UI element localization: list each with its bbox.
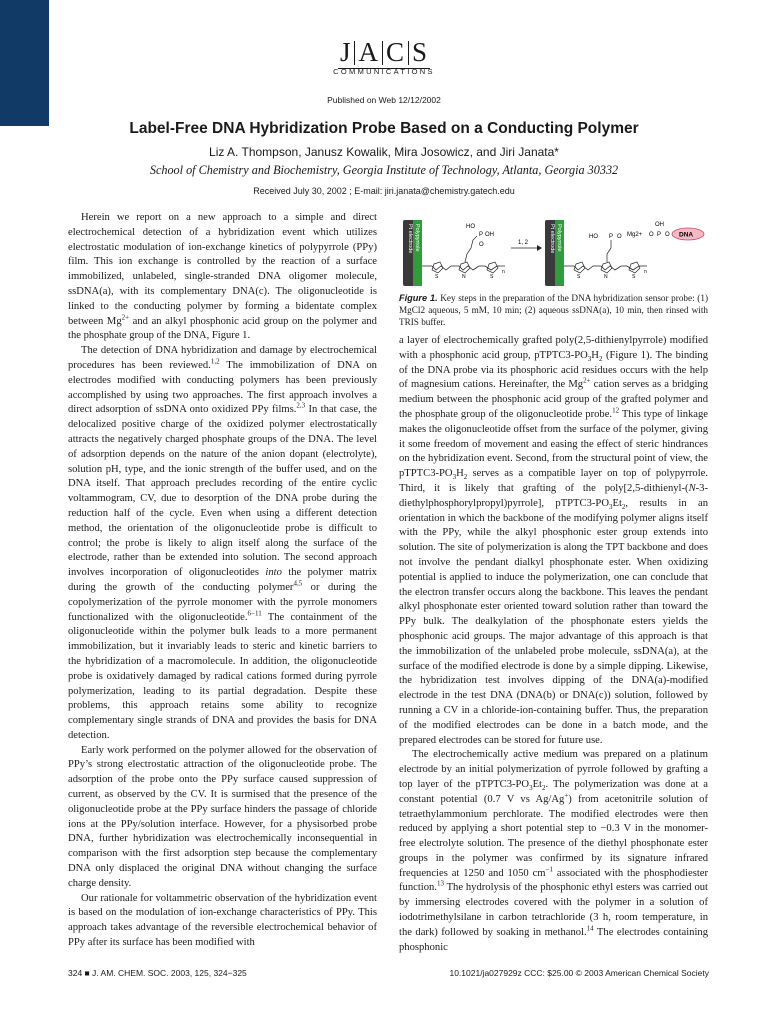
- svg-text:O: O: [665, 232, 670, 238]
- electrode-label: Pt electrode: [407, 224, 413, 254]
- svg-text:Polypyrrole: Polypyrrole: [556, 224, 562, 252]
- svg-text:n: n: [502, 269, 505, 275]
- svg-text:S: S: [435, 274, 439, 280]
- paragraph: Our rationale for voltammetric observation of the hybridization event is based on the modulation of ion-exchange characteristics of PPy. This approach takes advantage of the reversible electrochemical behavior of PPy after its surface has been modified with: [68, 892, 377, 949]
- svg-text:O: O: [617, 234, 622, 240]
- paragraph: Herein we report on a new approach to a simple and direct electrochemical detection of a hybridization event which utilizes electrostatic modulation of ion-exchange kinetics of polypyrrole (PPy) film. This ion exchange is controlled by the reaction of a surface immobilized, unlabeled, single-stranded DNA oligomer molecule, ssDNA(a), with its complementary DNA(c). The oligonucleotide is linked to the conducting polymer by forming a bidentate complex between $Mg^{2+}$ and an alkyl phosphonic acid group on the polymer and the phosphate group of the DNA, Figure 1.: [68, 212, 377, 342]
- polymer-label: Polypyrrole: [414, 224, 420, 252]
- svg-text:HO: HO: [589, 234, 598, 240]
- ho-label: HO: [466, 224, 475, 230]
- svg-text:P: P: [609, 234, 614, 240]
- svg-text:O: O: [649, 232, 654, 238]
- arrow-label: 1, 2: [518, 240, 529, 246]
- oh-label: OH: [485, 232, 494, 238]
- paragraph: The electrochemically active medium was prepared on a platinum electrode by an initial polymerization of pyrrole followed by grafting a top layer of the $pTPTC3-PO_3Et_2$. The polymerization was done at a constant potential (0.7 V vs Ag/Ag+) from acetonitrile solution of tetraethylammonium perchlorate. The modified electrodes were then reduced by applying a short potential step to −0.3 V in the monomer-free electrolyte solution. The presence of the diethyl phosphonate ester groups in the polymer was confirmed by its signature infrared frequencies at 1250 and 1050 $cm^{-1}$ associated with the phosphodiester function.$^{13}$ The hydrolysis of the phosphonic ethyl esters was carried out by immersing electrodes covered with the polymer in a solution of iodotrimethylsilane in carbon tetrachloride (3 h, room temperature, in the dark) followed by soaking in methanol.$^{14}$ The electrodes containing phosphonic: [399, 749, 709, 953]
- left-column: [68, 211, 377, 951]
- journal-logo: J A C S COMMUNICATIONS: [0, 37, 768, 76]
- svg-text:S: S: [490, 274, 494, 280]
- article-affiliation: School of Chemistry and Biochemistry, Georgia Institute of Technology, Atlanta, Georgia 30332: [149, 163, 619, 177]
- dna-label: DNA: [679, 231, 694, 239]
- footer-citation: 324 ■ J. AM. CHEM. SOC. 2003, 125, 324−325: [68, 968, 247, 978]
- figure-1-scheme: [399, 218, 710, 290]
- right-column: [399, 334, 708, 955]
- figure-caption-text: Key steps in the preparation of the DNA hybridization sensor probe: (1) MgCl2 aqueous, 5 mM, 10 min; (2) aqueous ssDNA(a), 10 min, then rinsed with TRIS buffer.: [399, 293, 709, 327]
- figure-label: Figure 1.: [399, 293, 438, 303]
- svg-text:P: P: [479, 232, 484, 238]
- figure-caption: [399, 293, 708, 328]
- svg-text:N: N: [462, 274, 466, 280]
- svg-text:Pt electrode: Pt electrode: [549, 224, 555, 254]
- paragraph: The detection of DNA hybridization and damage by electrochemical procedures has been reviewed.$^{1,2}$ The immobilization of DNA on electrodes modified with conducting polymers has been previously accomplished by using two approaches. The first approach involves a direct adsorption of ssDNA onto oxidized PPy films.$^{2,3}$ In that case, the delocalized positive charge of the oxidized polymer electrostatically attracts the negatively charged phosphate groups of the DNA. The level of adsorption depends on the nature of the anion dopant (electrolyte), solution pH, type, and the ionic strength of the buffer used, and on the DNA itself. That approach precludes recording of the entire cyclic voltammogram, CV, due to desorption of the DNA probe during the reduction half of the cycle. Even when using a different detection method, the orientation of the oligonucleotide probe is difficult to control; the probe is likely to align itself along the surface of the electrode, rather than be extended into solution. The second approach involves incorporation of oligonucleotides into the polymer matrix during the growth of the conducting polymer$^{4,5}$ or during the copolymerization of the pyrrole monomer with the pyrrole monomers functionalized with the oligonucleotide.$^{6-11}$ The containment of the oligonucleotide within the polymer bulk leads to a more permanent immobilization, but it invariably leads to steric and kinetic barriers to the hybridization of a macromolecule. In addition, the oligonucleotide probe is oxidatively damaged by radical cations formed during pyrrole polymerization, leading to its partial degradation. Despite these problems, this approach retains some ability to recognize complementary single strands of DNA and provides the basis for DNA detection.: [68, 345, 378, 741]
- svg-text:O: O: [479, 242, 484, 248]
- svg-text:N: N: [604, 274, 608, 280]
- svg-text:P: P: [657, 232, 662, 238]
- svg-text:S: S: [632, 274, 636, 280]
- publication-date: Published on Web 12/12/2002: [327, 95, 441, 105]
- paragraph: Early work performed on the polymer allowed for the observation of PPy’s strong electrostatic attraction of the oligonucleotide probe. The adsorption of the probe onto the PPy surface caused suppression of current, as observed by the CV. It is surmised that the presence of the oligonucleotide probe at the PPy surface hinders the passage of chloride ions at the PPy/solution interface. However, for a physisorbed probe DNA, further hybridization was electrochemically inconsequential in comparison with the first adsorption step because the complementary DNA only displaced the original DNA without changing the surface charge density.: [68, 744, 377, 889]
- article-authors: Liz A. Thompson, Janusz Kowalik, Mira Josowicz, and Jiri Janata*: [209, 145, 559, 159]
- svg-text:S: S: [577, 274, 581, 280]
- received-line: Received July 30, 2002 ; E-mail: jiri.janata@chemistry.gatech.edu: [253, 186, 515, 196]
- magnesium-label: Mg2+: [627, 232, 643, 238]
- footer-doi: 10.1021/ja027929z CCC: $25.00 © 2003 American Chemical Society: [449, 968, 709, 978]
- journal-subtitle: COMMUNICATIONS: [333, 67, 435, 76]
- svg-text:n: n: [644, 269, 647, 275]
- paragraph: a layer of electrochemically grafted poly(2,5-dithienylpyrrole) modified with a phosphonic acid group, $pTPTC3-PO_3H_2$ (Figure 1). The binding of the DNA probe via its phosphoric acid residues occurs with the help of magnesium cations. Hereinafter, the $Mg^{2+}$ cation serves as a bridging medium between the phosphonic acid group of the grafted polymer and the phosphate group of the oligonucleotide probe.$^{12}$ This type of linkage makes the oligonucleotide offset from the surface of the polymer, giving it some freedom of movement and easing the effect of steric hindrances on the hybridization event. Second, from the structural point of view, the $pTPTC3-PO_3H_2$ serves as a compatible layer on top of polypyrrole. Third, it is likely that grafting of the poly[2,5-dithienyl-(N-3-diethylphosphorylpropyl)pyrrole], $pTPTC3-PO_3Et_2$, results in an orientation in which the backbone of the modifying polymer aligns itself with the PPy, while the alkyl phosphonic ester group extends into solution. The site of polymerization is along the TPT backbone and does not involve the pendant dialkyl phosphonate ester. When oxidizing potential is applied to induce the polymerization, one can conclude that the electron transfer occurs along the backbone. This leaves the pendant alkyl phosphonate ester oriented toward solution rather than toward the PPy bulk. The dealkylation of the phosphonate esters yields the phosphonic acid groups. The major advantage of this approach is that the immobilization of the unlabeled probe molecule, ssDNA(a), at the surface of the modified electrode is done by a simple dipping. Likewise, the hybridization test involves dipping of the DNA(a)-modified electrode in the test DNA (DNA(b) or DNA(c)) solution, followed by running a CV in a chloride-ion-containing buffer. Thus, the preparation of the modified electrodes can be done in a batch mode, and the prepared electrodes can be stored for future use.: [399, 335, 708, 746]
- svg-text:OH: OH: [655, 222, 664, 228]
- article-title: Label-Free DNA Hybridization Probe Based on a Conducting Polymer: [129, 120, 639, 137]
